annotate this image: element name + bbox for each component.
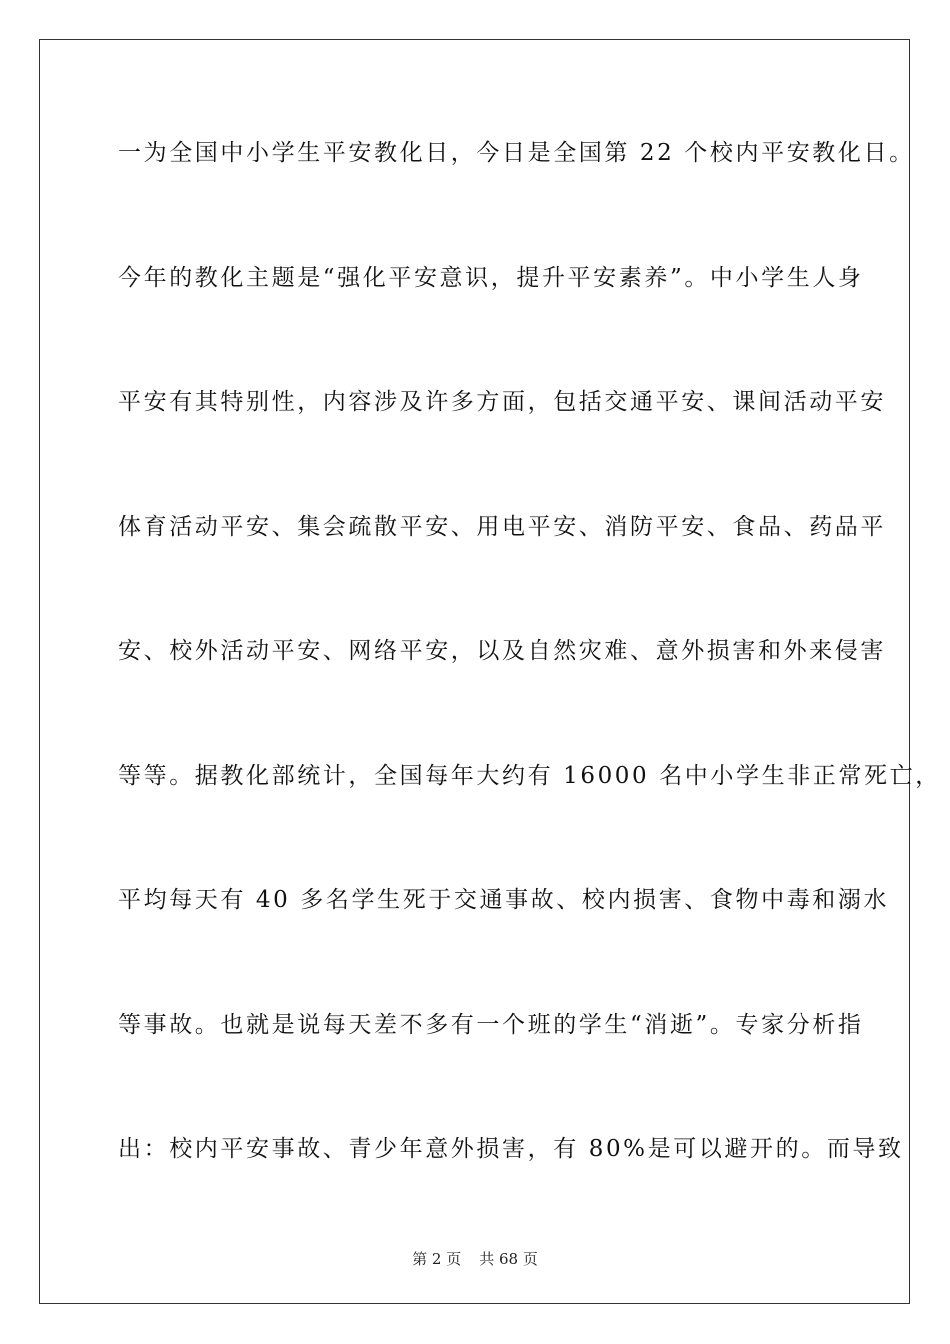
text-line-2: 今年的教化主题是“强化平安意识，提升平安素养”。中小学生人身 — [118, 264, 864, 291]
document-body — [118, 128, 941, 1249]
text-line-8: 等事故。也就是说每天差不多有一个班的学生“消逝”。专家分析指 — [118, 1011, 864, 1038]
text-line-3: 平安有其特别性，内容涉及许多方面，包括交通平安、课间活动平安 — [118, 389, 886, 415]
page-footer — [0, 1248, 950, 1269]
text-line-4: 体育活动平安、集会疏散平安、用电平安、消防平安、食品、药品平 — [118, 513, 886, 540]
text-line-1: 一为全国中小学生平安教化日，今日是全国第 22 个校内平安教化日。 — [118, 140, 915, 166]
text-line-7: 平均每天有 40 多名学生死于交通事故、校内损害、食物中毒和溺水 — [118, 887, 890, 913]
text-line-5: 安、校外活动平安、网络平安，以及自然灾难、意外损害和外来侵害 — [118, 638, 886, 664]
text-line-6: 等等。据教化部统计，全国每年大约有 16000 名中小学生非正常死亡， — [118, 762, 941, 789]
page-total: 共 68 页 — [479, 1250, 538, 1268]
text-line-9: 出：校内平安事故、青少年意外损害，有 80%是可以避开的。而导致 — [118, 1136, 904, 1162]
page-number: 第 2 页 — [412, 1250, 462, 1268]
